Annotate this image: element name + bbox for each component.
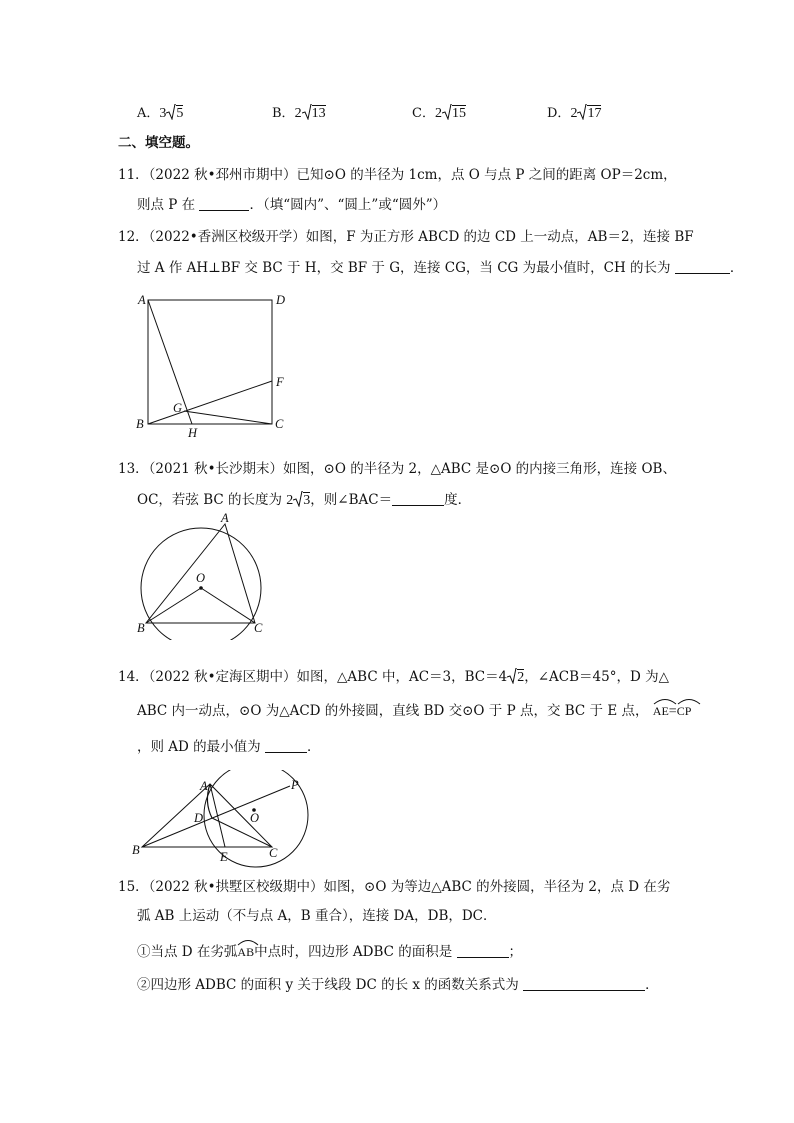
q14-line3 — [137, 740, 320, 755]
q13-line1: 13．（2021 秋•长沙期末）如图，⊙O 的半径为 2，△ABC 是⊙O 的内接三角形，连接 OB、 — [118, 461, 676, 477]
arc-ab-label: AB — [237, 945, 255, 959]
option-b — [272, 104, 326, 121]
center-point-o — [199, 586, 203, 590]
option-d — [547, 104, 601, 121]
label-b: B — [136, 417, 144, 431]
q13-sqrt — [293, 491, 310, 508]
arc-ae — [653, 705, 669, 719]
option-d-radicand: 17 — [587, 106, 602, 121]
radical-sign-icon — [166, 104, 176, 120]
option-d-sqrt — [577, 104, 601, 121]
arc-mark-icon — [653, 697, 677, 705]
q15-sub2 — [137, 978, 659, 993]
segment-ae — [210, 784, 225, 847]
segment-dc — [212, 818, 272, 847]
segment-gc — [184, 411, 272, 424]
label-h: H — [188, 426, 198, 440]
segment-oc — [201, 588, 255, 623]
q11-answer-blank[interactable] — [199, 198, 249, 211]
label-a: A — [221, 511, 229, 525]
arc-mark-icon — [677, 697, 701, 705]
option-a-letter: A． — [137, 106, 160, 121]
q15-sub2-answer-blank[interactable] — [523, 978, 645, 991]
q14-text4: ，则 AD 的最小值为 — [137, 739, 261, 755]
option-c-sqrt — [442, 104, 466, 121]
q13-circle-figure — [130, 510, 280, 640]
q13-unit: 度． — [444, 492, 472, 508]
q11-text: 则点 P 在 — [137, 197, 196, 213]
q14-text2: ，∠ACB＝45°，D 为△ — [524, 669, 669, 685]
label-g: G — [173, 401, 183, 415]
option-c-coef: 2 — [434, 106, 442, 121]
label-c: C — [254, 621, 263, 635]
arc-mark-icon — [237, 938, 259, 946]
label-o: O — [196, 571, 206, 585]
option-d-coef: 2 — [570, 106, 578, 121]
q11-line1: 11．（2022 秋•邳州市期中）已知⊙O 的半径为 1cm，点 O 与点 P 之间的距离 OP＝2cm， — [118, 167, 677, 183]
option-d-letter: D． — [547, 106, 571, 121]
q12-text: 过 A 作 AH⊥BF 交 BC 于 H，交 BF 于 G，连接 CG，当 CG 为最小值时，CH 的长为 — [137, 260, 671, 276]
q14-radicand: 2 — [517, 670, 525, 685]
option-c-radicand: 15 — [451, 106, 466, 121]
q14-figure — [130, 770, 310, 870]
q14-equals: = — [668, 704, 677, 719]
q15-sub1 — [137, 945, 522, 960]
label-p: P — [291, 778, 299, 792]
label-f: F — [276, 375, 284, 389]
radical-sign-icon — [302, 104, 312, 120]
segment-ob — [146, 588, 201, 623]
segment-ah — [148, 300, 192, 424]
q15-sub2-end: ． — [645, 977, 659, 993]
q14-answer-blank[interactable] — [265, 740, 307, 753]
option-b-coef: 2 — [294, 106, 302, 121]
radical-sign-icon — [577, 104, 587, 120]
q15-sub2-text: ②四边形 ADBC 的面积 y 关于线段 DC 的长 x 的函数关系式为 — [137, 977, 519, 993]
radical-sign-icon — [442, 104, 452, 120]
square-abcd — [148, 300, 272, 424]
q12-square-figure — [130, 290, 300, 440]
q15-sub1-answer-blank[interactable] — [457, 945, 509, 958]
label-b: B — [132, 843, 140, 857]
line-bp — [142, 786, 290, 847]
label-e: E — [220, 850, 228, 864]
radical-sign-icon — [507, 668, 517, 684]
option-c-letter: C． — [412, 106, 435, 121]
option-b-sqrt — [302, 104, 326, 121]
option-a-sqrt — [166, 104, 183, 121]
q12-line1: 12．（2022•香洲区校级开学）如图，F 为正方形 ABCD 的边 CD 上一动点，AB＝2，连接 BF — [118, 229, 694, 245]
arc-cp-label: CP — [676, 704, 692, 718]
q14-text3: ABC 内一动点，⊙O 为△ACD 的外接圆，直线 BD 交⊙O 于 P 点，交 BC 于 E 点， — [137, 703, 649, 719]
option-b-radicand: 13 — [311, 106, 326, 121]
q12-answer-blank[interactable] — [675, 261, 730, 274]
segment-bf — [148, 381, 272, 424]
q15-sub1-text: ①当点 D 在劣弧 — [137, 944, 238, 960]
label-o: O — [250, 811, 260, 825]
q15-line1: 15．（2022 秋•拱墅区校级期中）如图，⊙O 为等边△ABC 的外接圆，半径为 2，点 D 在劣 — [118, 879, 671, 895]
q14-sqrt — [507, 668, 524, 685]
q14-text: 14．（2022 秋•定海区期中）如图，△ABC 中，AC＝3，BC＝4 — [118, 669, 508, 685]
q13-answer-blank[interactable] — [392, 493, 444, 506]
q12-line2 — [137, 261, 743, 276]
q12-end: ． — [729, 260, 744, 276]
label-c: C — [275, 417, 284, 431]
q13-text: OC，若弦 BC 的长度为 — [137, 492, 282, 508]
q13-coef: 2 — [286, 493, 294, 508]
q14-end: ． — [306, 739, 321, 755]
arc-cp — [677, 705, 692, 719]
radical-sign-icon — [293, 491, 303, 507]
option-c — [412, 104, 466, 121]
label-b: B — [137, 621, 145, 635]
q13-radicand: 3 — [303, 493, 311, 508]
q11-line2 — [137, 198, 446, 213]
option-a-coef: 3 — [159, 106, 167, 121]
section-title: 二、填空题。 — [118, 135, 199, 151]
arc-ae-label: AE — [652, 704, 669, 718]
q11-hint: ．（填“圆内”、“圆上”或“圆外”） — [249, 197, 447, 213]
q13-text2: ，则∠BAC＝ — [310, 492, 393, 508]
label-c: C — [269, 846, 278, 860]
label-d: D — [276, 293, 286, 307]
option-b-letter: B． — [272, 106, 295, 121]
label-a: A — [138, 293, 146, 307]
q14-line1 — [118, 668, 669, 685]
label-a: A — [200, 779, 208, 793]
q15-sub1-end: ； — [508, 944, 523, 960]
option-a-radicand: 5 — [176, 106, 184, 121]
q14-line2 — [137, 705, 691, 719]
q13-line2 — [137, 491, 471, 508]
arc-ab — [237, 946, 254, 960]
option-a — [137, 104, 183, 121]
q15-line2: 弧 AB 上运动（不与点 A，B 重合），连接 DA，DB，DC． — [137, 908, 497, 924]
label-d: D — [194, 811, 204, 825]
q15-sub1-text2: 中点时，四边形 ADBC 的面积是 — [254, 944, 453, 960]
